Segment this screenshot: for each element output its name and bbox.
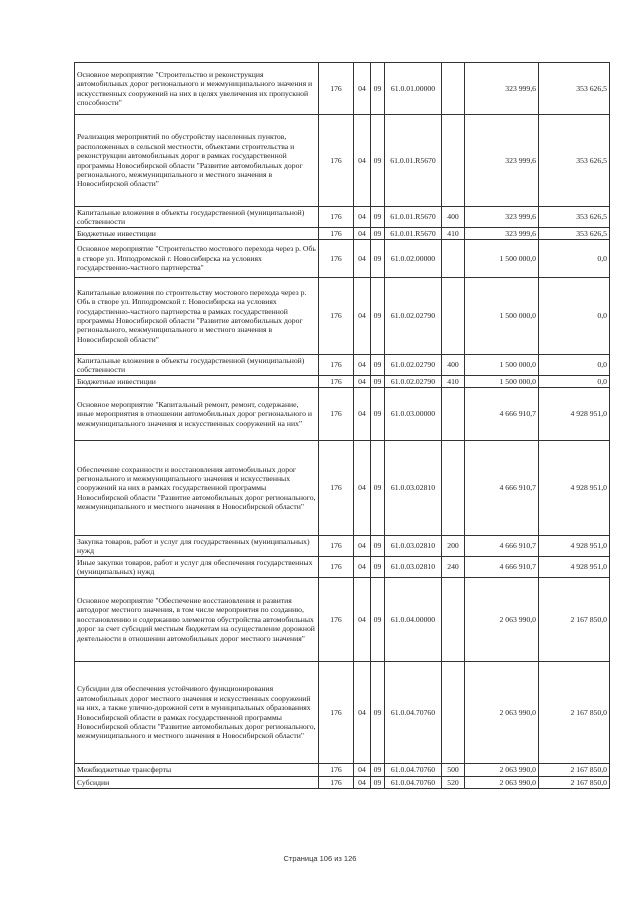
amount-year-2: 0,0 bbox=[539, 376, 610, 388]
section-code: 04 bbox=[354, 355, 371, 376]
budget-table bbox=[74, 62, 610, 789]
expense-type-code bbox=[442, 578, 465, 662]
section-code: 04 bbox=[354, 536, 371, 557]
amount-year-2: 353 626,5 bbox=[539, 115, 610, 207]
expense-type-code: 400 bbox=[442, 207, 465, 228]
target-article-code: 61.0.02.02790 bbox=[385, 376, 442, 388]
amount-year-1: 2 063 990,0 bbox=[465, 764, 539, 777]
amount-year-1: 323 999,6 bbox=[465, 115, 539, 207]
amount-year-1: 4 666 910,7 bbox=[465, 557, 539, 578]
row-name: Капитальные вложения в объекты государственной (муниципальной) собственности bbox=[75, 207, 319, 228]
ved-code: 176 bbox=[319, 63, 354, 115]
subsection-code: 09 bbox=[371, 388, 385, 441]
ved-code: 176 bbox=[319, 764, 354, 777]
subsection-code: 09 bbox=[371, 764, 385, 777]
amount-year-1: 2 063 990,0 bbox=[465, 662, 539, 764]
expense-type-code bbox=[442, 441, 465, 536]
subsection-code: 09 bbox=[371, 557, 385, 578]
table-row bbox=[75, 764, 610, 777]
expense-type-code: 200 bbox=[442, 536, 465, 557]
target-article-code: 61.0.02.02790 bbox=[385, 355, 442, 376]
target-article-code: 61.0.02.00000 bbox=[385, 240, 442, 278]
amount-year-1: 2 063 990,0 bbox=[465, 777, 539, 789]
expense-type-code: 400 bbox=[442, 355, 465, 376]
ved-code: 176 bbox=[319, 388, 354, 441]
amount-year-2: 0,0 bbox=[539, 355, 610, 376]
amount-year-2: 0,0 bbox=[539, 278, 610, 355]
ved-code: 176 bbox=[319, 228, 354, 240]
ved-code: 176 bbox=[319, 376, 354, 388]
subsection-code: 09 bbox=[371, 207, 385, 228]
subsection-code: 09 bbox=[371, 578, 385, 662]
target-article-code: 61.0.01.R5670 bbox=[385, 228, 442, 240]
target-article-code: 61.0.04.70760 bbox=[385, 777, 442, 789]
subsection-code: 09 bbox=[371, 278, 385, 355]
subsection-code: 09 bbox=[371, 777, 385, 789]
table-row bbox=[75, 355, 610, 376]
expense-type-code: 520 bbox=[442, 777, 465, 789]
table-row bbox=[75, 388, 610, 441]
subsection-code: 09 bbox=[371, 63, 385, 115]
row-name: Иные закупки товаров, работ и услуг для обеспечения государственных (муниципальных) нужд bbox=[75, 557, 319, 578]
table-row bbox=[75, 376, 610, 388]
target-article-code: 61.0.02.02790 bbox=[385, 278, 442, 355]
amount-year-1: 1 500 000,0 bbox=[465, 240, 539, 278]
table-row bbox=[75, 441, 610, 536]
target-article-code: 61.0.01.R5670 bbox=[385, 115, 442, 207]
ved-code: 176 bbox=[319, 240, 354, 278]
expense-type-code: 410 bbox=[442, 376, 465, 388]
subsection-code: 09 bbox=[371, 355, 385, 376]
table-row bbox=[75, 777, 610, 789]
section-code: 04 bbox=[354, 63, 371, 115]
row-name: Основное мероприятие "Строительство и реконструкция автомобильных дорог регионального и межмуниципального значения и искусственных сооружений на них в целях увеличения их пропускной способности" bbox=[75, 63, 319, 115]
section-code: 04 bbox=[354, 662, 371, 764]
subsection-code: 09 bbox=[371, 240, 385, 278]
table-row bbox=[75, 115, 610, 207]
subsection-code: 09 bbox=[371, 536, 385, 557]
row-name: Субсидии bbox=[75, 777, 319, 789]
row-name: Основное мероприятие "Строительство мостового перехода через р. Обь в створе ул. Ипподромской г. Новосибирска на условиях государственно-частного партнерства" bbox=[75, 240, 319, 278]
expense-type-code bbox=[442, 662, 465, 764]
ved-code: 176 bbox=[319, 662, 354, 764]
expense-type-code bbox=[442, 63, 465, 115]
row-name: Субсидии для обеспечения устойчивого функционирования автомобильных дорог местного значения и искусственных сооружений на них, а также улично-дорожной сети в муниципальных образованиях Новосибирской области в рамках государственной программы Новосибирской области "Развитие автомобильных дорог регионального, межмуниципального и местного значения в Новосибирской области" bbox=[75, 662, 319, 764]
expense-type-code: 240 bbox=[442, 557, 465, 578]
section-code: 04 bbox=[354, 278, 371, 355]
row-name: Основное мероприятие "Обеспечение восстановления и развития автодорог местного значения, в том числе мероприятия по созданию, восстановлению и содержанию элементов обустройства автомобильных дорог за счет субсидий местным бюджетам на осуществление дорожной деятельности в отношении автомобильных дорог местного значения" bbox=[75, 578, 319, 662]
ved-code: 176 bbox=[319, 278, 354, 355]
ved-code: 176 bbox=[319, 115, 354, 207]
table-row bbox=[75, 578, 610, 662]
amount-year-1: 323 999,6 bbox=[465, 63, 539, 115]
target-article-code: 61.0.03.02810 bbox=[385, 536, 442, 557]
row-name: Закупка товаров, работ и услуг для государственных (муниципальных) нужд bbox=[75, 536, 319, 557]
section-code: 04 bbox=[354, 228, 371, 240]
row-name: Основное мероприятие "Капитальный ремонт, ремонт, содержание, иные мероприятия в отношении автомобильных дорог регионального и межмуниципального значения и искусственных сооружений на них" bbox=[75, 388, 319, 441]
section-code: 04 bbox=[354, 115, 371, 207]
amount-year-1: 1 500 000,0 bbox=[465, 376, 539, 388]
amount-year-2: 2 167 850,0 bbox=[539, 662, 610, 764]
section-code: 04 bbox=[354, 207, 371, 228]
amount-year-1: 4 666 910,7 bbox=[465, 441, 539, 536]
ved-code: 176 bbox=[319, 536, 354, 557]
row-name: Капитальные вложения по строительству мостового перехода через р. Обь в створе ул. Ипподромской г. Новосибирска на условиях государственно-частного партнерства в рамках государственной программы Новосибирской области "Развитие автомобильных дорог регионального, межмуниципального и местного значения в Новосибирской области" bbox=[75, 278, 319, 355]
amount-year-1: 1 500 000,0 bbox=[465, 278, 539, 355]
amount-year-2: 2 167 850,0 bbox=[539, 777, 610, 789]
expense-type-code bbox=[442, 115, 465, 207]
expense-type-code: 500 bbox=[442, 764, 465, 777]
ved-code: 176 bbox=[319, 207, 354, 228]
amount-year-2: 353 626,5 bbox=[539, 228, 610, 240]
section-code: 04 bbox=[354, 578, 371, 662]
table-row bbox=[75, 240, 610, 278]
amount-year-2: 2 167 850,0 bbox=[539, 764, 610, 777]
amount-year-2: 4 928 951,0 bbox=[539, 388, 610, 441]
ved-code: 176 bbox=[319, 355, 354, 376]
row-name: Обеспечение сохранности и восстановления автомобильных дорог регионального и межмуниципального значения и искусственных сооружений на них в рамках государственной программы Новосибирской области "Развитие автомобильных дорог регионального, межмуниципального и местного значения в Новосибирской области" bbox=[75, 441, 319, 536]
amount-year-2: 2 167 850,0 bbox=[539, 578, 610, 662]
amount-year-1: 323 999,6 bbox=[465, 228, 539, 240]
expense-type-code bbox=[442, 240, 465, 278]
table-row bbox=[75, 228, 610, 240]
table-row bbox=[75, 557, 610, 578]
row-name: Бюджетные инвестиции bbox=[75, 228, 319, 240]
target-article-code: 61.0.03.02810 bbox=[385, 441, 442, 536]
table-body bbox=[75, 63, 610, 789]
target-article-code: 61.0.01.00000 bbox=[385, 63, 442, 115]
target-article-code: 61.0.04.00000 bbox=[385, 578, 442, 662]
target-article-code: 61.0.01.R5670 bbox=[385, 207, 442, 228]
expense-type-code bbox=[442, 278, 465, 355]
amount-year-1: 2 063 990,0 bbox=[465, 578, 539, 662]
amount-year-1: 4 666 910,7 bbox=[465, 388, 539, 441]
amount-year-1: 323 999,6 bbox=[465, 207, 539, 228]
section-code: 04 bbox=[354, 557, 371, 578]
ved-code: 176 bbox=[319, 578, 354, 662]
amount-year-2: 353 626,5 bbox=[539, 207, 610, 228]
subsection-code: 09 bbox=[371, 376, 385, 388]
amount-year-2: 353 626,5 bbox=[539, 63, 610, 115]
amount-year-1: 1 500 000,0 bbox=[465, 355, 539, 376]
section-code: 04 bbox=[354, 764, 371, 777]
ved-code: 176 bbox=[319, 557, 354, 578]
target-article-code: 61.0.04.70760 bbox=[385, 764, 442, 777]
section-code: 04 bbox=[354, 441, 371, 536]
table-row bbox=[75, 662, 610, 764]
subsection-code: 09 bbox=[371, 441, 385, 536]
ved-code: 176 bbox=[319, 777, 354, 789]
table-row bbox=[75, 207, 610, 228]
subsection-code: 09 bbox=[371, 228, 385, 240]
amount-year-2: 0,0 bbox=[539, 240, 610, 278]
section-code: 04 bbox=[354, 777, 371, 789]
amount-year-2: 4 928 951,0 bbox=[539, 441, 610, 536]
subsection-code: 09 bbox=[371, 662, 385, 764]
row-name: Реализация мероприятий по обустройству населенных пунктов, расположенных в сельской местности, объектами строительства и реконструкции автомобильных дорог в рамках государственной программы Новосибирской области "Развитие автомобильных дорог регионального, межмуниципального и местного значения в Новосибирской области" bbox=[75, 115, 319, 207]
target-article-code: 61.0.03.02810 bbox=[385, 557, 442, 578]
row-name: Межбюджетные трансферты bbox=[75, 764, 319, 777]
section-code: 04 bbox=[354, 240, 371, 278]
amount-year-1: 4 666 910,7 bbox=[465, 536, 539, 557]
target-article-code: 61.0.04.70760 bbox=[385, 662, 442, 764]
expense-type-code bbox=[442, 388, 465, 441]
target-article-code: 61.0.03.00000 bbox=[385, 388, 442, 441]
row-name: Бюджетные инвестиции bbox=[75, 376, 319, 388]
amount-year-2: 4 928 951,0 bbox=[539, 557, 610, 578]
section-code: 04 bbox=[354, 376, 371, 388]
page-footer: Страница 106 из 126 bbox=[283, 854, 357, 863]
subsection-code: 09 bbox=[371, 115, 385, 207]
section-code: 04 bbox=[354, 388, 371, 441]
ved-code: 176 bbox=[319, 441, 354, 536]
amount-year-2: 4 928 951,0 bbox=[539, 536, 610, 557]
table-row bbox=[75, 63, 610, 115]
expense-type-code: 410 bbox=[442, 228, 465, 240]
table-row bbox=[75, 278, 610, 355]
table-row bbox=[75, 536, 610, 557]
row-name: Капитальные вложения в объекты государственной (муниципальной) собственности bbox=[75, 355, 319, 376]
